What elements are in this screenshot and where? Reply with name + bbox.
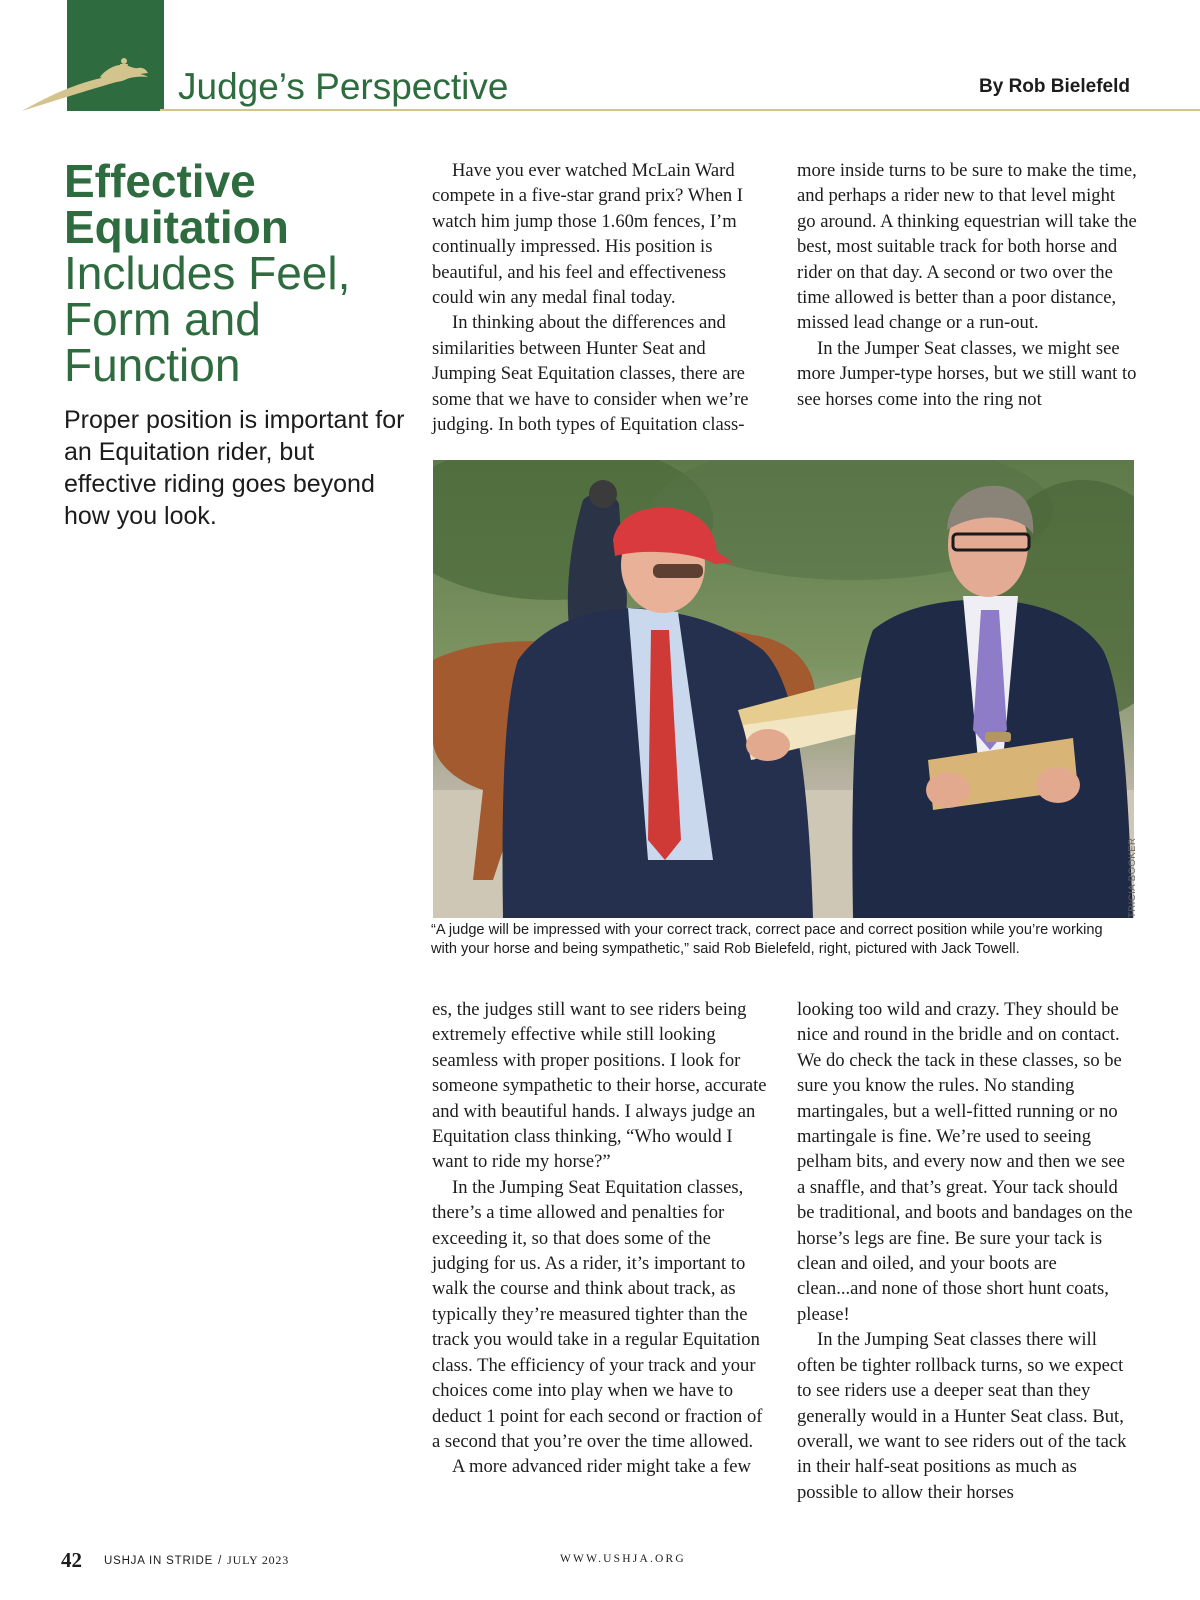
paragraph: Have you ever watched McLain Ward compete in a five-star grand prix? When I watch him jump those 1.60m fences, I’m continually impressed. His position is beautiful, and his feel and effectiveness could win any medal final today. xyxy=(432,160,743,309)
headline-line-3: Includes Feel, xyxy=(64,247,351,299)
photo-caption: “A judge will be impressed with your correct track, correct pace and correct position while you’re working with your horse and being sympathetic,” said Rob Bielefeld, right, pictured with Jack Towell. xyxy=(431,922,1103,957)
horse-and-rider-icon xyxy=(20,55,160,115)
paragraph: looking too wild and crazy. They should be nice and round in the bridle and on contact. We do check the tack in these classes, so be sure you know the rules. No standing martingales, but a well-fitted running or no martingale is fine. We’re used to seeing pelham bits, and every now and then we see a snaffle, and that’s great. Your tack should be traditional, and boots and bandages on the horse’s legs are fine. Be sure your tack is clean and oiled, and your boots are clean...and none of those short hunt coats, please! xyxy=(797,999,1133,1325)
publication-name xyxy=(104,1553,289,1568)
headline xyxy=(64,155,414,391)
footer-url: WWW.USHJA.ORG xyxy=(560,1553,686,1565)
body-column-1 xyxy=(432,158,768,437)
issue-date: JULY 2023 xyxy=(227,1553,290,1567)
byline: By Rob Bielefeld xyxy=(979,76,1130,97)
paragraph: In the Jumping Seat classes there will often be tighter rollback turns, so we expect to see riders use a deeper seat than they generally would in a Hunter Seat class. But, overall, we want to see riders out of the tack in their half-seat positions as much as possible to allow their horses xyxy=(797,1329,1127,1503)
page-number: 42 xyxy=(61,1548,82,1572)
body-column-4 xyxy=(797,997,1137,1505)
article-photo xyxy=(433,460,1134,918)
paragraph: In the Jumping Seat Equitation classes, there’s a time allowed and penalties for exceeding it, so that does some of the judging for us. As a rider, it’s important to walk the course and think about track, as typically they’re measured tighter than the track you would take in a regular Equitation class. The efficiency of your track and your choices come into play when we have to deduct 1 point for each second or fraction of a second that you’re over the time allowed. xyxy=(432,1176,763,1452)
body-column-2 xyxy=(797,158,1137,412)
paragraph: es, the judges still want to see riders being extremely effective while still looking seamless with proper positions. I look for someone sympathetic to their horse, accurate and with beautiful hands. I always judge an Equitation class thinking, “Who would I want to ride my horse?” xyxy=(432,999,767,1173)
paragraph: more inside turns to be sure to make the time, and perhaps a rider new to that level might go around. A thinking equestrian will take the best, most suitable track for both horse and rider on that day. A second or two over the time allowed is better than a poor distance, missed lead change or a run-out. xyxy=(797,160,1137,334)
header-rule xyxy=(160,109,1200,111)
photo-credit: TRICIA BOOKER xyxy=(1127,837,1138,918)
publication-title: USHJA IN STRIDE xyxy=(104,1555,214,1567)
footer-separator: / xyxy=(218,1555,223,1567)
body-column-3 xyxy=(432,997,768,1480)
paragraph: In thinking about the differences and similarities between Hunter Seat and Jumping Seat Equitation classes, there are some that we have to consider when we’re judging. In both types of Equitation class- xyxy=(432,312,749,436)
article-deck: Proper position is important for an Equitation rider, but effective riding goes beyond how you look. xyxy=(64,406,405,530)
headline-line-2: Equitation xyxy=(64,201,289,253)
paragraph: A more advanced rider might take a few xyxy=(452,1456,751,1478)
headline-line-5: Function xyxy=(64,339,241,391)
section-title: Judge’s Perspective xyxy=(178,66,509,107)
headline-line-4: Form and xyxy=(64,293,261,345)
paragraph: In the Jumper Seat classes, we might see more Jumper-type horses, but we still want to see horses come into the ring not xyxy=(797,337,1137,410)
headline-line-1: Effective xyxy=(64,155,256,207)
